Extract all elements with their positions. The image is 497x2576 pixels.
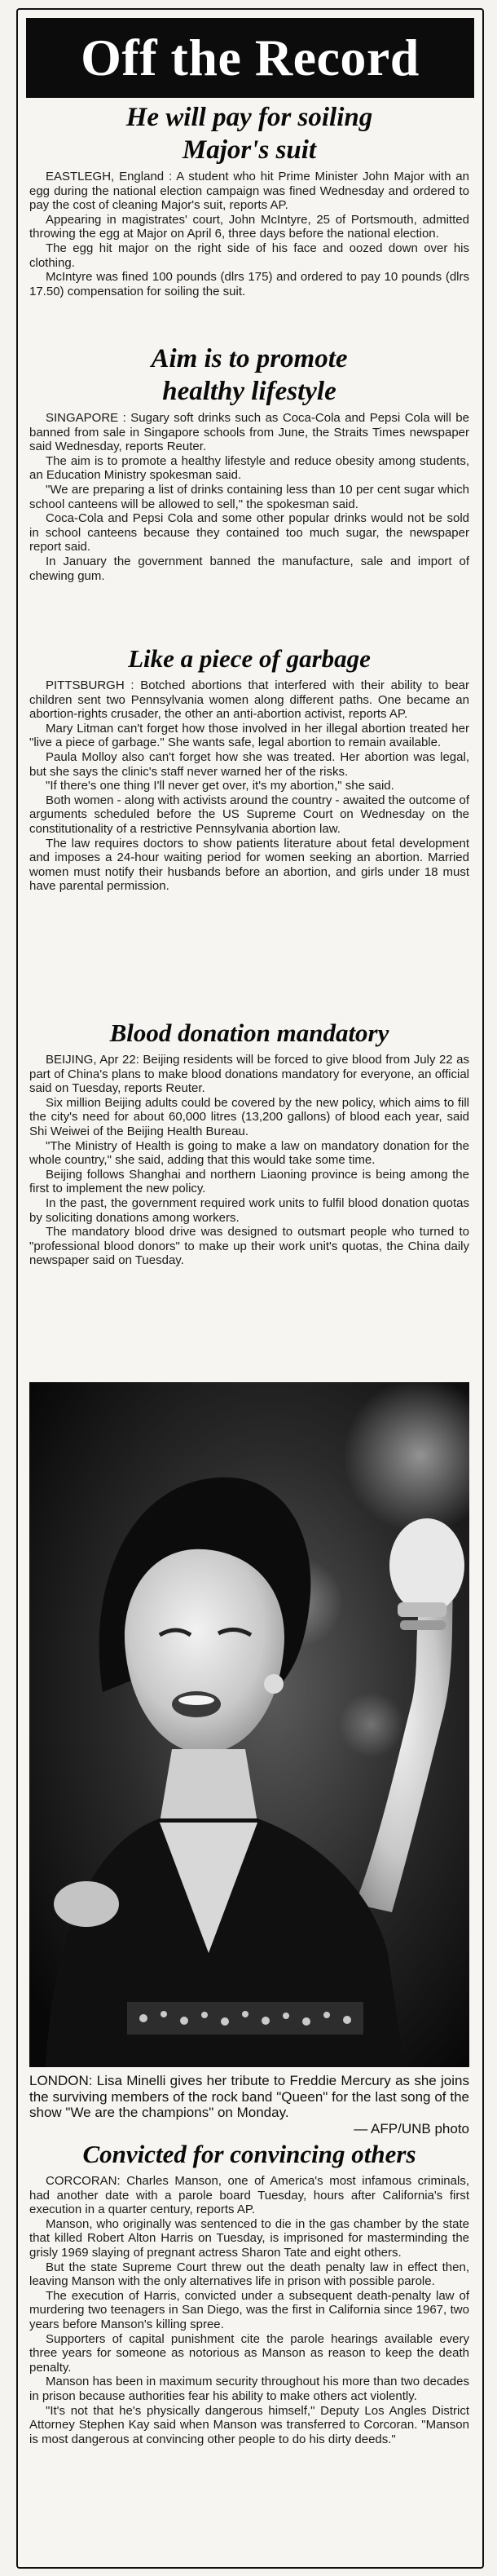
story-blood-donation [29,1017,469,1268]
headline: Aim is to promote healthy lifestyle [151,344,348,406]
paragraph: Beijing follows Shanghai and northern Liaoning province is being among the first to implement the new policy. [29,1167,469,1196]
paragraph: Paula Molloy also can't forget how she was treated. Her abortion was legal, but she says the clinic's staff never warned her of the risks. [29,749,469,779]
story-body [29,411,469,583]
paragraph: "The Ministry of Health is going to make a law on mandatory donation for the whole country," she said, adding that this would take some time. [29,1138,469,1168]
photo-credit: — AFP/UNB photo [354,2120,469,2136]
paragraph: SINGAPORE : Sugary soft drinks such as Coca-Cola and Pepsi Cola will be banned from sale in Singapore schools from June, the Straits Times newspaper said Wednesday, reports Reuter. [29,411,469,454]
headline: Like a piece of garbage [128,644,371,673]
paragraph: PITTSBURGH : Botched abortions that interfered with their ability to bear children sent two Pennsylvania women along different paths. One became an abortion-rights crusader, the other an anti-abortion activist, reports AP. [29,678,469,722]
paragraph: Both women - along with activists around the country - awaited the outcome of arguments scheduled before the US Supreme Court on Wednesday on the constitutionality of a restrictive Pennsylvania abortion law. [29,793,469,836]
headline: Blood donation mandatory [109,1018,389,1047]
paragraph: McIntyre was fined 100 pounds (dlrs 175) and ordered to pay 10 pounds (dlrs 17.50) compensation for soiling the suit. [29,270,469,298]
story-body [29,2174,469,2446]
paragraph: EASTLEGH, England : A student who hit Prime Minister John Major with an egg during the national election campaign was fined Wednesday and ordered to pay the cost of cleaning Major's suit, reports AP. [29,170,469,213]
paragraph: The aim is to promote a healthy lifestyle and reduce obesity among students, an Education Ministry spokesman said. [29,453,469,483]
paragraph: Mary Litman can't forget how those involved in her illegal abortion treated her "live a piece of garbage." She wants safe, legal abortion to remain available. [29,721,469,750]
paragraph: Supporters of capital punishment cite the parole hearings available every three years for someone as notorious as Manson as reason to keep the death penalty. [29,2331,469,2375]
caption-text: LONDON: Lisa Minelli gives her tribute to Freddie Mercury as she joins the surviving members of the rock band "Queen" for the last song of the show "We are the champions" on Monday. [29,2073,469,2120]
story-manson [29,2138,469,2446]
paragraph: "If there's one thing I'll never get over, it's my abortion," she said. [46,779,394,793]
story-body [29,170,469,298]
paragraph: The law requires doctors to show patients literature about fetal development and imposes a 24-hour waiting period for women seeking an abortion. Married women must notify their husbands before an abortion, and girls under 18 must have parental permission. [29,836,469,894]
paragraph: Six million Beijing adults could be covered by the new policy, which aims to fill the city's need for about 60,000 litres (13,200 gallons) of blood each year, said Shi Weiwei of the Beijing Health Bureau. [29,1095,469,1138]
paragraph: CORCORAN: Charles Manson, one of America's most infamous criminals, had another date with a parole board Tuesday, hours after California's first execution in a quarter century, reports AP. [29,2174,469,2217]
paragraph: In the past, the government required work units to fulfil blood donation quotas by soliciting donations among workers. [29,1195,469,1225]
performer-photo-illustration [29,1382,469,2067]
masthead-title: Off the Record [26,18,474,98]
paragraph: The execution of Harris, convicted under a subsequent death-penalty law of murdering two teenagers in San Diego, was the first in California since 1967, two years before Manson's killing spree. [29,2288,469,2331]
story-garbage [29,643,469,894]
paragraph: The mandatory blood drive was designed to outsmart people who turned to "professional blood donors" to make up their work unit's quotas, the China daily newspaper said on Tuesday. [29,1225,469,1268]
paragraph: In January the government banned the manufacture, sale and import of chewing gum. [29,554,469,583]
paragraph: "We are preparing a list of drinks containing less than 10 per cent sugar which school canteens will be allowed to sell," the spokesman said. [29,482,469,511]
news-photo [29,1382,469,2067]
headline: He will pay for soiling Major's suit [125,103,373,165]
story-egg-suit [29,101,469,298]
headline: Convicted for convincing others [82,2140,416,2168]
paragraph: Manson has been in maximum security throughout his more than two decades in prison because authorities fear his ability to make others act violently. [29,2375,469,2403]
paragraph: BEIJING, Apr 22: Beijing residents will be forced to give blood from July 22 as part of China's plans to make blood donations mandatory for everyone, an official said on Tuesday, reports Reuter. [29,1053,469,1096]
paragraph: The egg hit major on the right side of his face and oozed down over his clothing. [29,241,469,270]
story-healthy-lifestyle [29,342,469,583]
story-body [29,1053,469,1268]
paragraph: But the state Supreme Court threw out the death penalty law in effect then, leaving Manson with the only alternatives life in prison with possible parole. [29,2260,469,2289]
story-body [29,678,469,894]
paragraph: Coca-Cola and Pepsi Cola and some other popular drinks would not be sold in school canteens because they contained too much sugar, the newspaper report said. [29,511,469,555]
paragraph: "It's not that he's physically dangerous himself," Deputy Los Angles District Attorney Stephen Kay said when Manson was transferred to Corcoran. "Manson is most dangerous at convincing other people to do his dirty deeds." [29,2403,469,2446]
photo-caption [29,2073,469,2136]
paragraph: Appearing in magistrates' court, John McIntyre, 25 of Portsmouth, admitted throwing the egg at Major on April 6, three days before the national election. [29,212,469,241]
paragraph: Manson, who originally was sentenced to die in the gas chamber by the state that killed Robert Alton Harris on Tuesday, is imprisoned for masterminding the grisly 1969 slaying of pregnant actress Sharon Tate and eight others. [29,2216,469,2260]
